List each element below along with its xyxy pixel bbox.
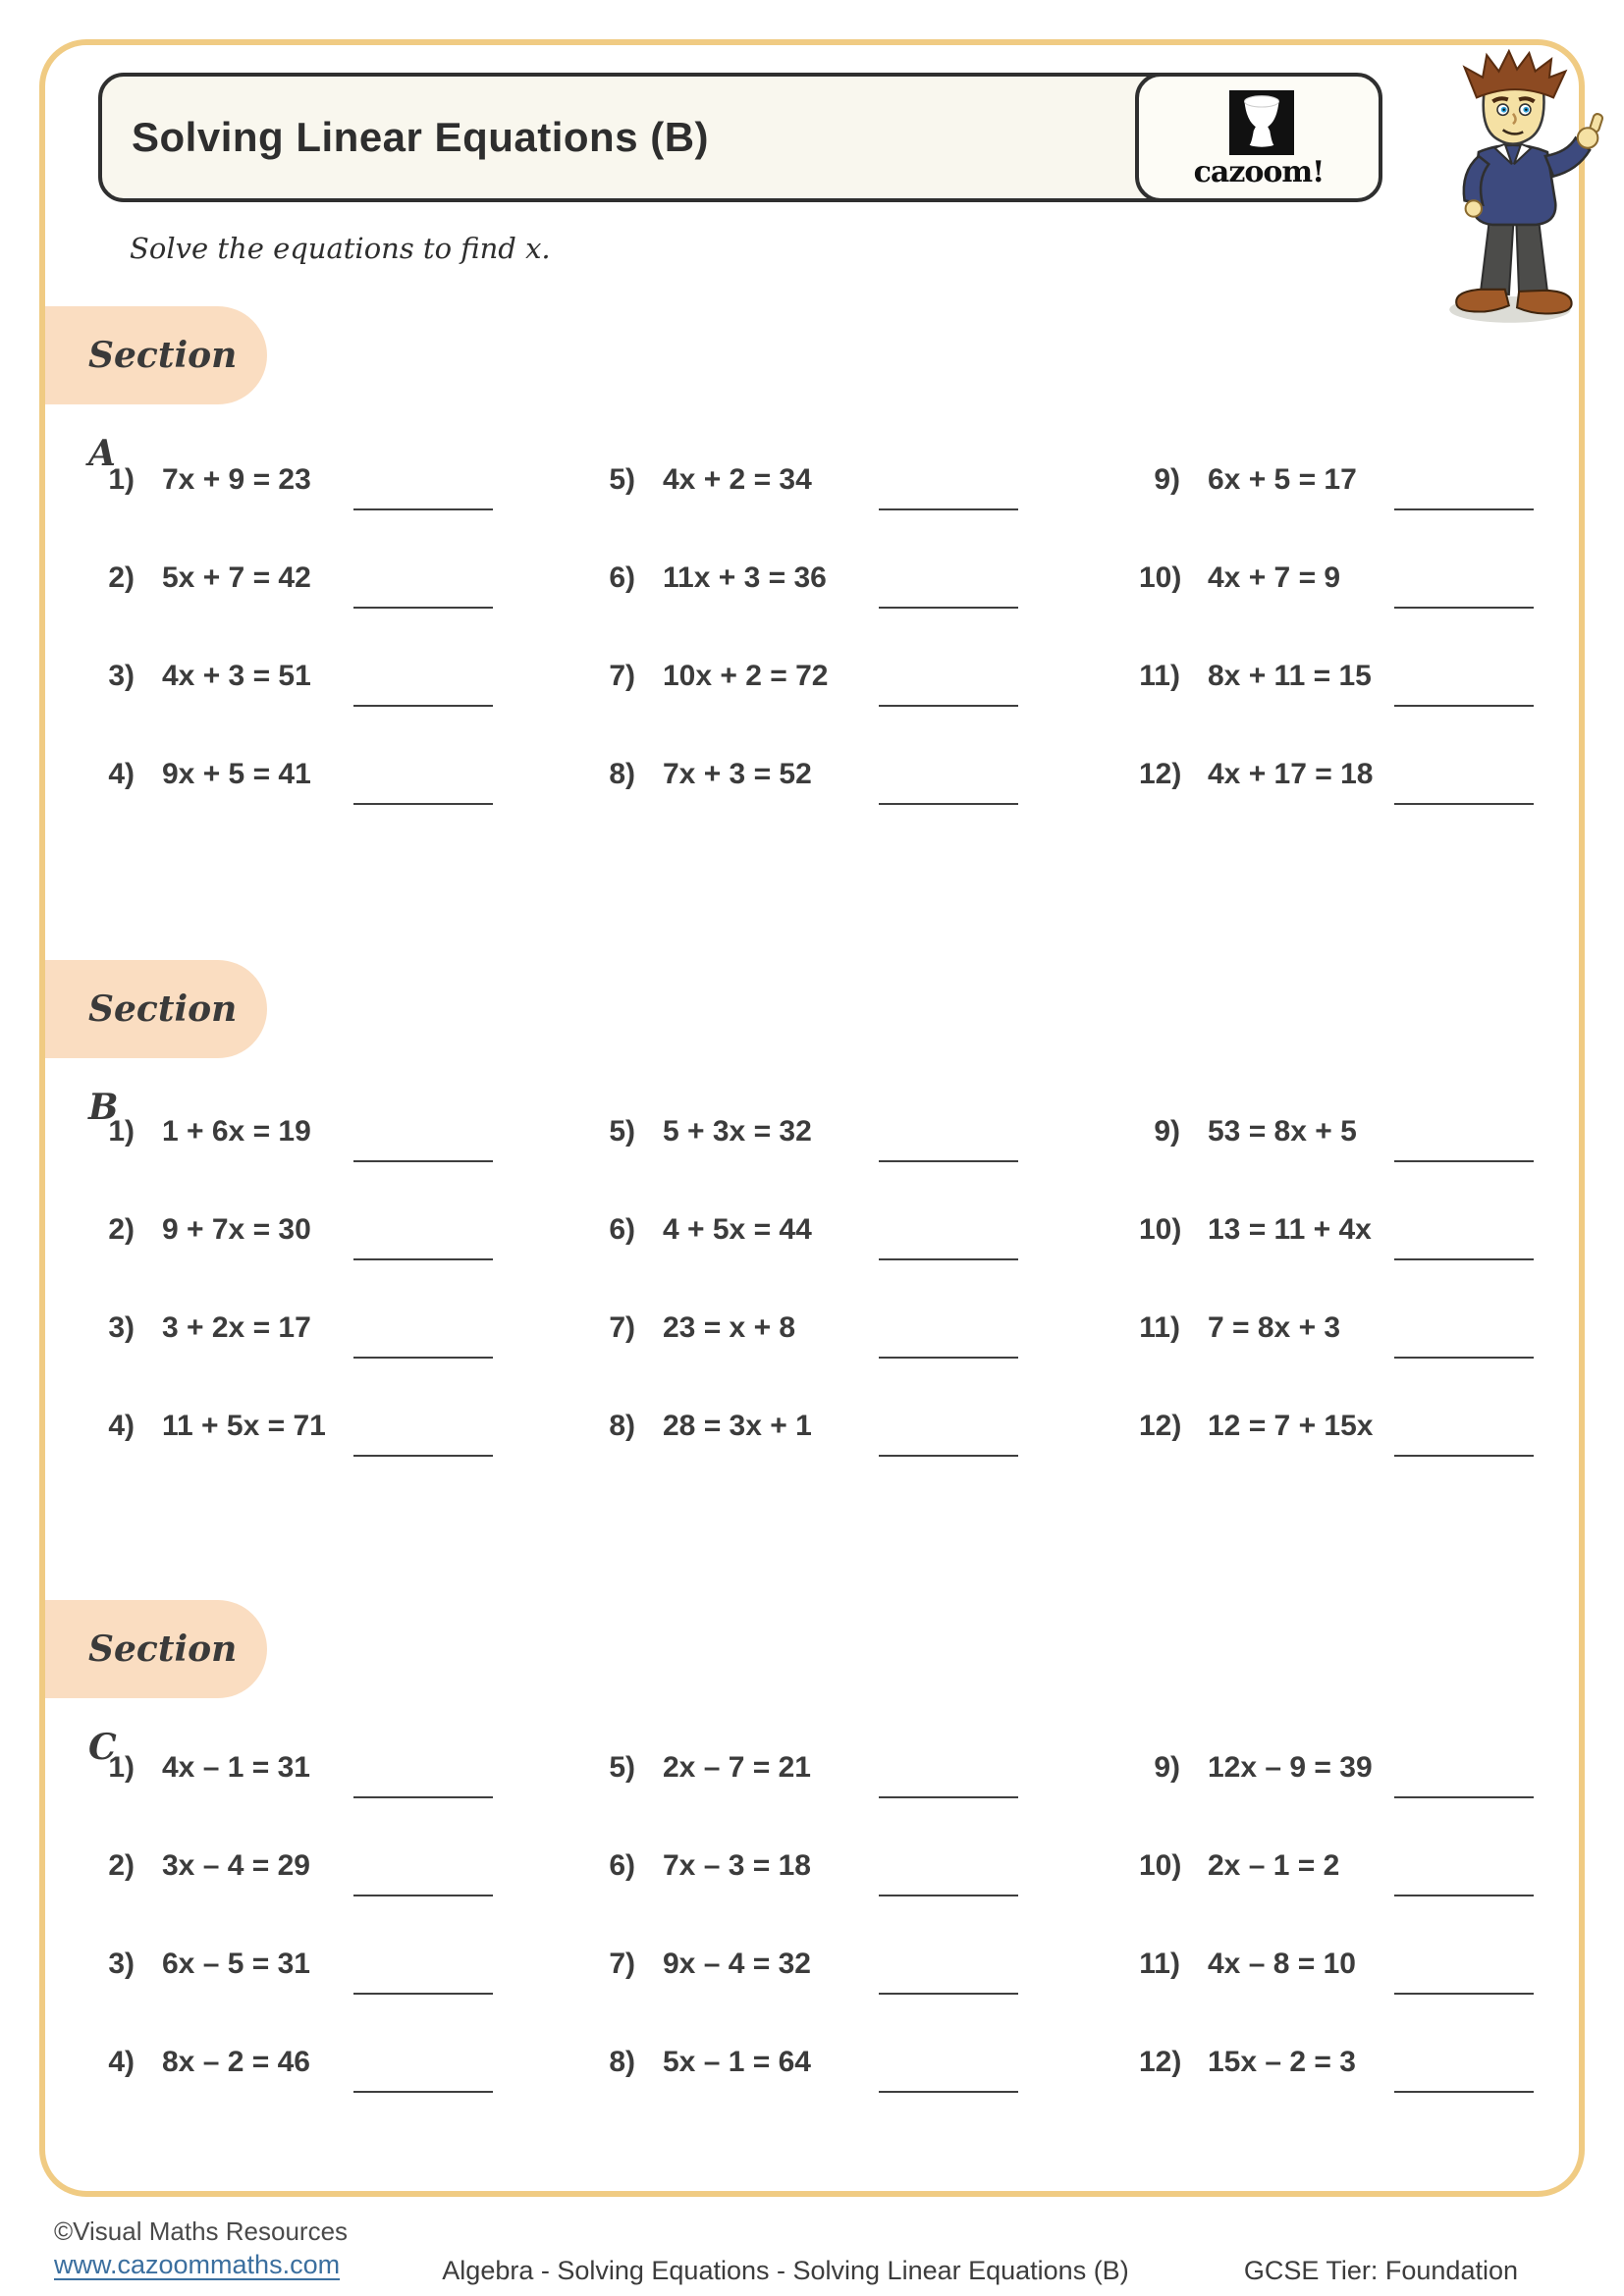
equation-text: 8x – 2 = 46 bbox=[162, 2046, 310, 2078]
equation-text: 4 + 5x = 44 bbox=[663, 1213, 812, 1246]
problem-B-11 bbox=[1090, 1288, 1581, 1386]
equation-text: 12 = 7 + 15x bbox=[1208, 1410, 1374, 1442]
equation-text: 3x – 4 = 29 bbox=[162, 1849, 310, 1882]
problem-A-4 bbox=[93, 734, 574, 832]
problem-number: 9) bbox=[1154, 463, 1180, 496]
problem-B-7 bbox=[574, 1288, 1090, 1386]
equation-text: 23 = x + 8 bbox=[663, 1311, 796, 1344]
problem-A-11 bbox=[1090, 636, 1581, 734]
problem-A-7 bbox=[574, 636, 1090, 734]
problem-number: 5) bbox=[609, 1115, 635, 1148]
problem-B-10 bbox=[1090, 1190, 1581, 1288]
footer-copyright: ©Visual Maths Resources bbox=[54, 2216, 349, 2246]
answer-blank-line bbox=[353, 508, 493, 510]
problem-number: 8) bbox=[609, 1410, 635, 1442]
mascot-illustration bbox=[1412, 49, 1618, 332]
problem-number: 5) bbox=[609, 463, 635, 496]
problem-number: 6) bbox=[609, 561, 635, 594]
equation-text: 53 = 8x + 5 bbox=[1208, 1115, 1357, 1148]
answer-blank-line bbox=[353, 1258, 493, 1260]
problem-number: 10) bbox=[1139, 561, 1182, 594]
problem-number: 6) bbox=[609, 1213, 635, 1246]
problem-number: 5) bbox=[609, 1751, 635, 1784]
cazoom-logo-box bbox=[1135, 73, 1382, 202]
problem-number: 4) bbox=[108, 2046, 135, 2078]
djembe-drum-icon bbox=[1229, 90, 1294, 155]
problem-number: 10) bbox=[1139, 1849, 1182, 1882]
answer-blank-line bbox=[879, 803, 1018, 805]
problem-number: 1) bbox=[108, 1751, 135, 1784]
problem-number: 2) bbox=[108, 561, 135, 594]
problem-A-8 bbox=[574, 734, 1090, 832]
problem-A-2 bbox=[93, 538, 574, 636]
problem-C-7 bbox=[574, 1924, 1090, 2022]
problem-A-12 bbox=[1090, 734, 1581, 832]
equation-text: 4x – 1 = 31 bbox=[162, 1751, 310, 1784]
answer-blank-line bbox=[879, 705, 1018, 707]
answer-blank-line bbox=[879, 1258, 1018, 1260]
problem-A-3 bbox=[93, 636, 574, 734]
problem-number: 4) bbox=[108, 758, 135, 790]
answer-blank-line bbox=[879, 1357, 1018, 1359]
problem-C-12 bbox=[1090, 2022, 1581, 2120]
page-title: Solving Linear Equations (B) bbox=[132, 114, 710, 160]
answer-blank-line bbox=[353, 1895, 493, 1896]
problem-C-6 bbox=[574, 1826, 1090, 1924]
problem-number: 6) bbox=[609, 1849, 635, 1882]
problem-number: 3) bbox=[108, 1948, 135, 1980]
footer-worksheet-path: Algebra - Solving Equations - Solving Linear Equations (B) bbox=[442, 2256, 1129, 2285]
answer-blank-line bbox=[1394, 508, 1534, 510]
problem-B-6 bbox=[574, 1190, 1090, 1288]
problem-B-5 bbox=[574, 1092, 1090, 1190]
answer-blank-line bbox=[353, 1455, 493, 1457]
equation-text: 2x – 7 = 21 bbox=[663, 1751, 811, 1784]
equation-text: 1 + 6x = 19 bbox=[162, 1115, 311, 1148]
equation-text: 4x + 7 = 9 bbox=[1208, 561, 1341, 594]
problem-number: 2) bbox=[108, 1849, 135, 1882]
problem-A-1 bbox=[93, 440, 574, 538]
problem-B-2 bbox=[93, 1190, 574, 1288]
problem-number: 10) bbox=[1139, 1213, 1182, 1246]
problem-number: 2) bbox=[108, 1213, 135, 1246]
problem-number: 9) bbox=[1154, 1115, 1180, 1148]
answer-blank-line bbox=[353, 1796, 493, 1798]
section-c-badge bbox=[45, 1600, 267, 1768]
problem-number: 7) bbox=[609, 1311, 635, 1344]
problem-C-8 bbox=[574, 2022, 1090, 2120]
problem-C-2 bbox=[93, 1826, 574, 1924]
answer-blank-line bbox=[879, 2091, 1018, 2093]
answer-blank-line bbox=[1394, 607, 1534, 609]
equation-text: 9x – 4 = 32 bbox=[663, 1948, 811, 1980]
problem-C-5 bbox=[574, 1728, 1090, 1826]
answer-blank-line bbox=[1394, 803, 1534, 805]
problem-C-10 bbox=[1090, 1826, 1581, 1924]
equation-text: 2x – 1 = 2 bbox=[1208, 1849, 1340, 1882]
equation-text: 7x + 3 = 52 bbox=[663, 758, 812, 790]
problem-number: 4) bbox=[108, 1410, 135, 1442]
answer-blank-line bbox=[353, 705, 493, 707]
problem-number: 3) bbox=[108, 1311, 135, 1344]
equation-text: 5 + 3x = 32 bbox=[663, 1115, 812, 1148]
equation-text: 11x + 3 = 36 bbox=[663, 561, 827, 594]
cazoom-logo-text: cazoom! bbox=[1193, 155, 1325, 189]
problem-C-11 bbox=[1090, 1924, 1581, 2022]
footer-gcse-tier: GCSE Tier: Foundation bbox=[1243, 2256, 1518, 2285]
answer-blank-line bbox=[353, 2091, 493, 2093]
answer-blank-line bbox=[1394, 1258, 1534, 1260]
equation-text: 28 = 3x + 1 bbox=[663, 1410, 812, 1442]
answer-blank-line bbox=[879, 1160, 1018, 1162]
section-a-label: Section A bbox=[88, 335, 238, 474]
answer-blank-line bbox=[1394, 1160, 1534, 1162]
section-b-badge bbox=[45, 960, 267, 1128]
answer-blank-line bbox=[879, 1796, 1018, 1798]
problem-C-4 bbox=[93, 2022, 574, 2120]
answer-blank-line bbox=[353, 1993, 493, 1995]
answer-blank-line bbox=[1394, 1357, 1534, 1359]
equation-text: 7x – 3 = 18 bbox=[663, 1849, 811, 1882]
problem-number: 1) bbox=[108, 463, 135, 496]
problem-number: 11) bbox=[1139, 660, 1180, 692]
problem-A-10 bbox=[1090, 538, 1581, 636]
answer-blank-line bbox=[1394, 2091, 1534, 2093]
equation-text: 4x + 2 = 34 bbox=[663, 463, 812, 496]
answer-blank-line bbox=[353, 607, 493, 609]
equation-text: 11 + 5x = 71 bbox=[162, 1410, 326, 1442]
problem-B-8 bbox=[574, 1386, 1090, 1484]
answer-blank-line bbox=[879, 1993, 1018, 1995]
problem-number: 11) bbox=[1139, 1948, 1180, 1980]
equation-text: 7x + 9 = 23 bbox=[162, 463, 311, 496]
title-box bbox=[98, 73, 1375, 202]
equation-text: 4x – 8 = 10 bbox=[1208, 1948, 1356, 1980]
section-c-problems bbox=[93, 1728, 1581, 2120]
problem-C-9 bbox=[1090, 1728, 1581, 1826]
equation-text: 13 = 11 + 4x bbox=[1208, 1213, 1372, 1246]
equation-text: 6x – 5 = 31 bbox=[162, 1948, 310, 1980]
problem-A-9 bbox=[1090, 440, 1581, 538]
section-a-badge bbox=[45, 306, 267, 474]
answer-blank-line bbox=[353, 1357, 493, 1359]
answer-blank-line bbox=[879, 607, 1018, 609]
problem-B-1 bbox=[93, 1092, 574, 1190]
answer-blank-line bbox=[1394, 1993, 1534, 1995]
answer-blank-line bbox=[1394, 705, 1534, 707]
problem-number: 12) bbox=[1139, 758, 1182, 790]
equation-text: 9x + 5 = 41 bbox=[162, 758, 311, 790]
section-a-problems bbox=[93, 440, 1581, 832]
instruction-text: Solve the equations to find x. bbox=[130, 232, 551, 265]
problem-number: 11) bbox=[1139, 1311, 1180, 1344]
problem-number: 1) bbox=[108, 1115, 135, 1148]
equation-text: 7 = 8x + 3 bbox=[1208, 1311, 1341, 1344]
problem-B-9 bbox=[1090, 1092, 1581, 1190]
footer-website-link[interactable]: www.cazoommaths.com bbox=[54, 2250, 341, 2279]
equation-text: 15x – 2 = 3 bbox=[1208, 2046, 1356, 2078]
answer-blank-line bbox=[1394, 1796, 1534, 1798]
section-b-problems bbox=[93, 1092, 1581, 1484]
problem-number: 8) bbox=[609, 758, 635, 790]
problem-B-3 bbox=[93, 1288, 574, 1386]
problem-number: 12) bbox=[1139, 2046, 1182, 2078]
equation-text: 12x – 9 = 39 bbox=[1208, 1751, 1373, 1784]
problem-B-4 bbox=[93, 1386, 574, 1484]
answer-blank-line bbox=[879, 1895, 1018, 1896]
problem-number: 3) bbox=[108, 660, 135, 692]
answer-blank-line bbox=[879, 1455, 1018, 1457]
equation-text: 6x + 5 = 17 bbox=[1208, 463, 1357, 496]
answer-blank-line bbox=[879, 508, 1018, 510]
answer-blank-line bbox=[1394, 1895, 1534, 1896]
problem-number: 7) bbox=[609, 660, 635, 692]
equation-text: 10x + 2 = 72 bbox=[663, 660, 829, 692]
problem-number: 9) bbox=[1154, 1751, 1180, 1784]
problem-A-5 bbox=[574, 440, 1090, 538]
problem-number: 7) bbox=[609, 1948, 635, 1980]
problem-C-3 bbox=[93, 1924, 574, 2022]
equation-text: 5x – 1 = 64 bbox=[663, 2046, 811, 2078]
problem-B-12 bbox=[1090, 1386, 1581, 1484]
problem-number: 12) bbox=[1139, 1410, 1182, 1442]
section-c-label: Section C bbox=[88, 1629, 238, 1768]
equation-text: 8x + 11 = 15 bbox=[1208, 660, 1372, 692]
problem-C-1 bbox=[93, 1728, 574, 1826]
section-b-label: Section B bbox=[88, 988, 238, 1128]
problem-number: 8) bbox=[609, 2046, 635, 2078]
answer-blank-line bbox=[1394, 1455, 1534, 1457]
answer-blank-line bbox=[353, 1160, 493, 1162]
equation-text: 3 + 2x = 17 bbox=[162, 1311, 311, 1344]
answer-blank-line bbox=[353, 803, 493, 805]
equation-text: 4x + 3 = 51 bbox=[162, 660, 311, 692]
equation-text: 5x + 7 = 42 bbox=[162, 561, 311, 594]
equation-text: 4x + 17 = 18 bbox=[1208, 758, 1374, 790]
problem-A-6 bbox=[574, 538, 1090, 636]
equation-text: 9 + 7x = 30 bbox=[162, 1213, 311, 1246]
